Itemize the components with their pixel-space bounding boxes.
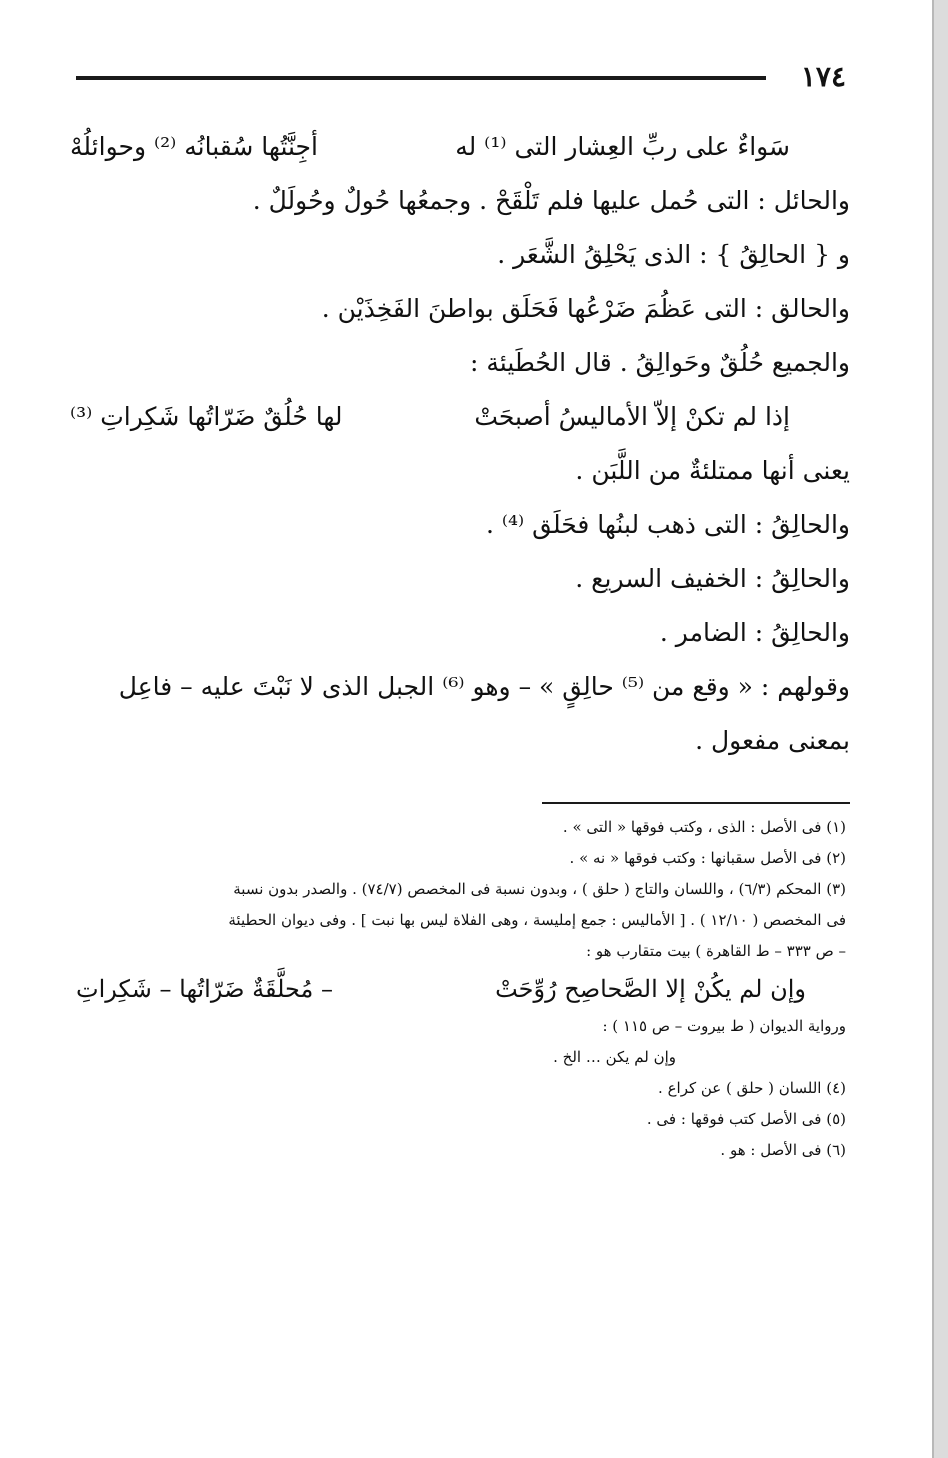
footnote-1: (١) فى الأصل : الذى ، وكتب فوقها « التى » . — [562, 818, 846, 836]
text-line-12: بمعنى مفعول . — [695, 726, 850, 755]
page-number: ١٧٤ — [800, 60, 846, 93]
verse-2-second-hemistich: لها حُلُقٌ ضَرّاتُها شَكِراتِ ⁽³⁾ — [70, 402, 343, 431]
footnotes — [66, 812, 846, 1166]
footnote-3-line-2: فى المخصص ( ١٢/١٠ ) . [ الأماليس : جمع إمليسة ، وهى الفلاة ليس بها نبت ] . وفى ديوان الحطيئة — [228, 911, 846, 929]
footnote-4: (٤) اللسان ( حلق ) عن كراع . — [658, 1079, 846, 1097]
footnote-verse-second-hemistich: – مُحلَّقَةٌ ضَرّاتُها – شَكِراتِ — [76, 975, 334, 1003]
main-text — [70, 120, 850, 768]
verse-2-first-hemistich: إذا لم تكنْ إلاّ الأماليسُ أصبحَتْ — [474, 402, 790, 431]
header-rule — [76, 76, 766, 80]
footnote-6: (٦) فى الأصل : هو . — [720, 1141, 846, 1159]
footnote-2: (٢) فى الأصل سقبانها : وكتب فوقها « نه » . — [569, 849, 846, 867]
verse-line-1 — [70, 120, 850, 174]
text-line-2: والحائل : التى حُمل عليها فلم تَلْقَحْ . وجمعُها حُولٌ وحُولَلٌ . — [252, 186, 850, 215]
text-line-4: والحالق : التى عَظُمَ ضَرْعُها فَحَلَق بواطنَ الفَخِذَيْن . — [321, 294, 850, 323]
footnote-3-line-3: – ص ٣٣٣ – ط القاهرة ) بيت متقارب هو : — [586, 942, 846, 960]
text-line-11: وقولهم : « وقع من ⁽⁵⁾ حالِقٍ » – وهو ⁽⁶⁾ الجبل الذى لا نَبْتَ عليه – فاعِل — [118, 672, 850, 701]
footnote-3-verse — [66, 967, 846, 1011]
footnote-3-line-1: (٣) المحكم (٦/٣) ، واللسان والتاج ( حلق ) ، وبدون نسبة فى المخصص (٧٤/٧) . والصدر بدون نسبة — [233, 880, 846, 898]
page-binding-edge — [932, 0, 948, 1458]
verse-1-second-hemistich: أجِنَّتُها سُقبانُه ⁽²⁾ وحوائلُهْ — [70, 132, 318, 161]
footnote-separator — [542, 802, 850, 804]
text-line-7: يعنى أنها ممتلئةٌ من اللَّبَن . — [575, 456, 850, 485]
text-line-3: و { الحالِقُ } : الذى يَحْلِقُ الشَّعَر . — [497, 240, 850, 269]
footnote-3-line-4: ورواية الديوان ( ط بيروت – ص ١١٥ ) : — [602, 1017, 846, 1035]
footnote-verse-first-hemistich: وإن لم يكُنْ إلا الصَّحاصِح رُوِّحَتْ — [495, 975, 806, 1003]
footnote-3-line-5: وإن لم يكن … الخ . — [553, 1048, 676, 1066]
verse-line-2 — [70, 390, 850, 444]
footnote-5: (٥) فى الأصل كتب فوقها : فى . — [646, 1110, 846, 1128]
verse-1-first-hemistich: سَواءٌ على ربِّ العِشار التى ⁽¹⁾ له — [455, 132, 790, 161]
text-line-10: والحالِقُ : الضامر . — [659, 618, 850, 647]
text-line-9: والحالِقُ : الخفيف السريع . — [575, 564, 850, 593]
text-line-5: والجميع حُلُقٌ وحَوالِقُ . قال الحُطَيئة : — [470, 348, 850, 377]
text-line-8: والحالِقُ : التى ذهب لبنُها فحَلَق ⁽⁴⁾ . — [485, 510, 850, 539]
